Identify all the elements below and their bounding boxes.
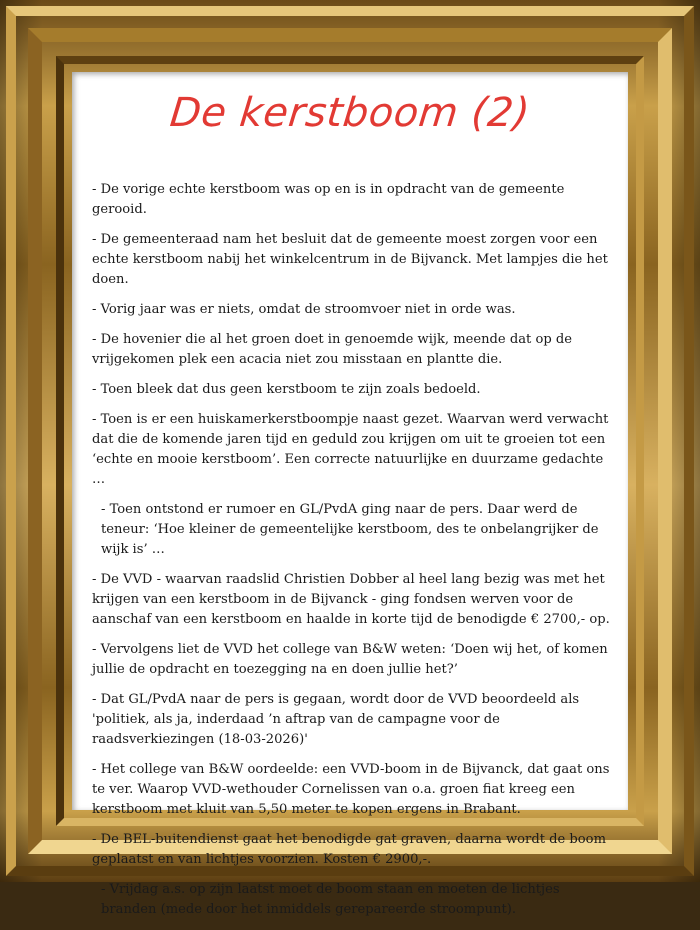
document-canvas xyxy=(72,72,628,917)
paragraph: - De VVD - waarvan raadslid Christien Dobber al heel lang bezig was met het krijgen van een kerstboom in de Bijvanck - ging fondsen werven voor de aanschaf van een kerstboom en haalde in korte tijd de benodigde € 2700,- op. xyxy=(92,572,610,627)
paragraph: - De vorige echte kerstboom was op en is in opdracht van de gemeente gerooid. xyxy=(92,182,565,217)
page-title: De kerstboom (2) xyxy=(167,90,533,136)
text-content xyxy=(92,180,612,930)
paragraph: - De hovenier die al het groen doet in genoemde wijk, meende dat op de vrijgekomen plek een acacia niet zou misstaan en plantte die. xyxy=(92,332,573,367)
paragraph: - De gemeenteraad nam het besluit dat de gemeente moest zorgen voor een echte kerstboom nabij het winkelcentrum in de Bijvanck. Met lampjes die het doen. xyxy=(92,232,608,287)
paragraph: - Dat GL/PvdA naar de pers is gegaan, wordt door de VVD beoordeeld als 'politiek, als ja, inderdaad ’n aftrap van de campagne voor de raadsverkiezingen (18-03-2026)' xyxy=(92,692,580,747)
paragraph: - Het college van B&W oordeelde: een VVD-boom in de Bijvanck, dat gaat ons te ver. Waarop VVD-wethouder Cornelissen van o.a. groen fiat kreeg een kerstboom met kluit van 5,50 meter te kopen ergens in Brabant. xyxy=(92,762,610,817)
paragraph: - Vervolgens liet de VVD het college van B&W weten: ‘Doen wij het, of komen jullie de opdracht en toezegging na en doen jullie het?’ xyxy=(92,642,608,677)
paragraph: - Toen is er een huiskamerkerstboompje naast gezet. Waarvan werd verwacht dat die de komende jaren tijd en geduld zou krijgen om uit te groeien tot een ‘echte en mooie kerstboom’. Een correcte natuurlijke en duurzame gedachte … xyxy=(92,412,609,487)
paragraph: - Vrijdag a.s. op zijn laatst moet de boom staan en moeten de lichtjes branden (mede door het inmiddels gerepareerde stroompunt). xyxy=(101,882,560,917)
paragraph: - Toen ontstond er rumoer en GL/PvdA ging naar de pers. Daar werd de teneur: ‘Hoe kleiner de gemeentelijke kerstboom, des te onbelangrijker de wijk is’ … xyxy=(101,502,599,557)
paragraph: - Vorig jaar was er niets, omdat de stroomvoer niet in orde was. xyxy=(92,302,516,317)
paragraph: - Toen bleek dat dus geen kerstboom te zijn zoals bedoeld. xyxy=(92,382,481,397)
paragraph: - De BEL-buitendienst gaat het benodigde gat graven, daarna wordt de boom geplaatst en van lichtjes voorzien. Kosten € 2900,-. xyxy=(92,832,606,867)
